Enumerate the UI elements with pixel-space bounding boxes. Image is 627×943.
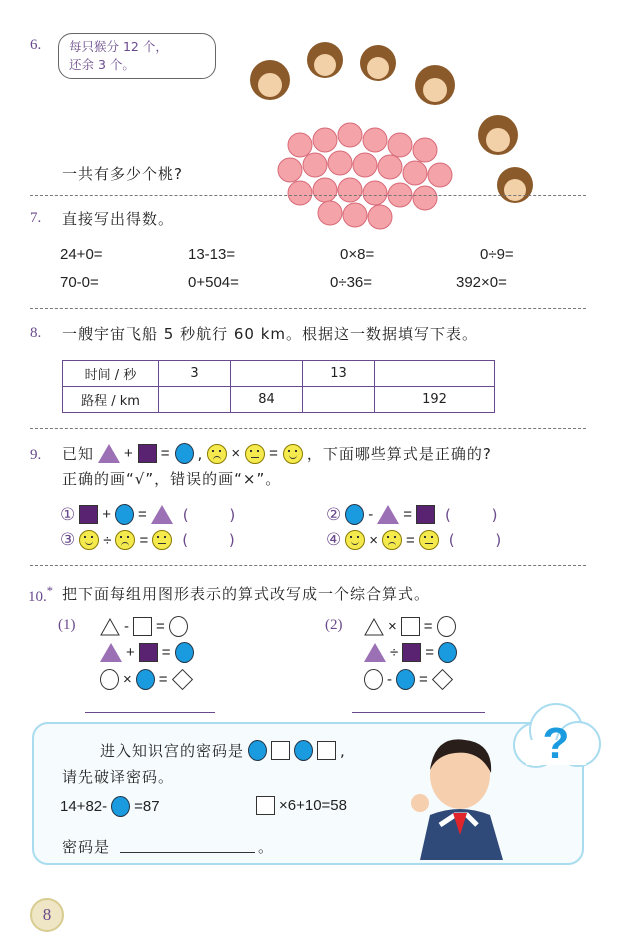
option-equation bbox=[79, 530, 172, 550]
purple-triangle-icon bbox=[98, 444, 120, 463]
answer-line[interactable] bbox=[352, 712, 485, 713]
empty-square-icon bbox=[133, 617, 152, 636]
operator: = bbox=[423, 618, 433, 635]
group-label: (2) bbox=[325, 617, 343, 633]
punct: 。 bbox=[258, 838, 275, 856]
q9-line2: 正确的画“√”，错误的画“×”。 bbox=[62, 470, 282, 488]
table-cell: 13 bbox=[303, 361, 375, 387]
blue-circle-icon bbox=[438, 642, 457, 663]
blue-circle-icon bbox=[248, 740, 267, 761]
operator: × bbox=[388, 618, 397, 635]
group-equation bbox=[364, 616, 456, 637]
option-label: ① bbox=[60, 504, 76, 524]
blue-circle-icon bbox=[345, 504, 364, 525]
operator: × bbox=[123, 671, 132, 688]
group-equation bbox=[364, 642, 457, 663]
given-equation bbox=[98, 443, 194, 464]
option-label: ③ bbox=[60, 530, 76, 549]
answer-parens[interactable]: ( ) bbox=[445, 505, 516, 524]
bubble-line: 还余 3 个。 bbox=[69, 57, 135, 72]
password-shapes bbox=[248, 740, 336, 761]
empty-circle-icon bbox=[100, 669, 119, 690]
purple-square-icon bbox=[416, 505, 435, 524]
operator: = bbox=[138, 506, 147, 523]
option-4 bbox=[326, 530, 519, 550]
table-row bbox=[63, 361, 495, 387]
purple-square-icon bbox=[139, 643, 158, 662]
answer-parens[interactable]: ( ) bbox=[182, 531, 253, 549]
purple-triangle-icon bbox=[100, 643, 122, 662]
operator: + bbox=[124, 445, 134, 462]
sad-face-icon bbox=[115, 530, 135, 550]
purple-square-icon bbox=[79, 505, 98, 524]
option-3 bbox=[60, 530, 253, 550]
calc-item: 0÷9= bbox=[480, 246, 514, 263]
operator: = bbox=[156, 618, 165, 635]
operator: = bbox=[158, 671, 168, 688]
purple-square-icon bbox=[402, 643, 421, 662]
calc-item: 0×8= bbox=[340, 246, 375, 263]
neutral-face-icon bbox=[245, 444, 265, 464]
eq-text: ×6+10=58 bbox=[279, 797, 347, 814]
neutral-face-icon bbox=[419, 530, 439, 550]
neutral-face-icon bbox=[152, 530, 172, 550]
q9-suffix: ，下面哪些算式是正确的? bbox=[306, 445, 492, 463]
puzzle-line2: 请先破译密码。 bbox=[62, 768, 175, 786]
page-number: 8 bbox=[30, 898, 64, 932]
password-answer-line[interactable] bbox=[120, 852, 255, 853]
table-cell: 84 bbox=[231, 387, 303, 413]
option-label: ② bbox=[326, 504, 342, 524]
blue-circle-icon bbox=[115, 504, 134, 525]
divider bbox=[30, 428, 586, 429]
punct: , bbox=[340, 741, 346, 760]
operator: ÷ bbox=[103, 531, 112, 549]
q6-number: 6. bbox=[30, 37, 42, 53]
answer-line[interactable] bbox=[85, 712, 215, 713]
option-label: ④ bbox=[326, 530, 342, 549]
option-equation bbox=[79, 504, 173, 525]
blue-circle-icon bbox=[396, 669, 415, 690]
q9-line1: 已知 + = , × = ，下面哪些算式是正确的? bbox=[62, 444, 492, 463]
eq-text: =87 bbox=[134, 798, 160, 815]
blue-circle-icon bbox=[175, 443, 194, 464]
option-equation bbox=[345, 530, 439, 550]
table-cell: 192 bbox=[375, 387, 495, 413]
speed-table bbox=[62, 360, 495, 413]
group-equation bbox=[100, 669, 193, 690]
group-equation bbox=[364, 669, 453, 690]
operator: - bbox=[387, 671, 392, 688]
q7-number: 7. bbox=[30, 210, 42, 226]
q10-number-text: 10. bbox=[28, 589, 47, 605]
table-cell bbox=[159, 387, 231, 413]
table-cell bbox=[231, 361, 303, 387]
puzzle-eq2 bbox=[256, 796, 347, 815]
empty-circle-icon bbox=[364, 669, 383, 690]
q10-title: 把下面每组用图形表示的算式改写成一个综合算式。 bbox=[62, 585, 431, 603]
divider bbox=[30, 195, 586, 196]
divider bbox=[30, 308, 586, 309]
q6-question: 一共有多少个桃? bbox=[62, 165, 183, 183]
empty-triangle-icon bbox=[364, 618, 384, 636]
operator: × bbox=[369, 531, 379, 549]
smile-face-icon bbox=[283, 444, 303, 464]
operator: = bbox=[269, 445, 279, 462]
empty-square-icon bbox=[271, 741, 290, 760]
blue-circle-icon bbox=[175, 642, 194, 663]
empty-square-icon bbox=[401, 617, 420, 636]
blue-circle-icon bbox=[136, 669, 155, 690]
blue-circle-icon bbox=[294, 740, 313, 761]
operator: = bbox=[406, 531, 415, 549]
operator: + bbox=[102, 506, 112, 523]
operator: - bbox=[368, 506, 374, 523]
divider bbox=[30, 565, 586, 566]
calc-item: 0÷36= bbox=[330, 274, 373, 291]
option-2 bbox=[326, 504, 516, 525]
answer-parens[interactable]: ( ) bbox=[448, 531, 520, 549]
q9-number: 9. bbox=[30, 447, 42, 463]
operator: - bbox=[124, 618, 129, 635]
purple-square-icon bbox=[138, 444, 157, 463]
given-equation bbox=[207, 444, 303, 464]
option-equation bbox=[345, 504, 435, 525]
empty-square-icon bbox=[256, 796, 275, 815]
operator: = bbox=[403, 506, 413, 523]
empty-diamond-icon bbox=[171, 669, 192, 690]
table-header: 时间 / 秒 bbox=[63, 361, 159, 387]
q9-prefix: 已知 bbox=[62, 445, 95, 463]
table-header: 路程 / km bbox=[63, 387, 159, 413]
eq-text: 14+82- bbox=[60, 798, 108, 815]
empty-diamond-icon bbox=[432, 669, 453, 690]
question-cloud-icon bbox=[506, 700, 606, 775]
calc-item: 392×0= bbox=[456, 274, 507, 291]
puzzle-line1 bbox=[100, 740, 346, 761]
purple-triangle-icon bbox=[151, 505, 173, 524]
q8-title: 一艘宇宙飞船 5 秒航行 60 km。根据这一数据填写下表。 bbox=[62, 325, 479, 343]
operator: = bbox=[160, 445, 171, 462]
svg-text:?: ? bbox=[542, 719, 570, 768]
operator: = bbox=[419, 671, 428, 688]
operator: + bbox=[126, 644, 135, 661]
answer-label: 密码是 bbox=[62, 838, 111, 856]
calc-item: 24+0= bbox=[60, 246, 103, 263]
sad-face-icon bbox=[382, 530, 402, 550]
sad-face-icon bbox=[207, 444, 227, 464]
q7-title: 直接写出得数。 bbox=[62, 210, 175, 228]
purple-triangle-icon bbox=[377, 505, 399, 524]
boy-illustration bbox=[405, 735, 515, 860]
operator: × bbox=[231, 445, 242, 462]
calc-item: 13-13= bbox=[188, 246, 236, 263]
table-cell: 3 bbox=[159, 361, 231, 387]
table-cell bbox=[303, 387, 375, 413]
table-cell bbox=[375, 361, 495, 387]
calc-item: 0+504= bbox=[188, 274, 239, 291]
purple-triangle-icon bbox=[364, 643, 386, 662]
puzzle-eq1 bbox=[60, 796, 160, 817]
bubble-line: 每只猴分 12 个， bbox=[69, 39, 168, 54]
puzzle-text: 进入知识宫的密码是 bbox=[100, 742, 245, 760]
answer-parens[interactable]: ( ) bbox=[182, 505, 254, 524]
smile-face-icon bbox=[345, 530, 365, 550]
operator: ÷ bbox=[390, 644, 399, 661]
empty-triangle-icon bbox=[100, 618, 120, 636]
calc-item: 70-0= bbox=[60, 274, 99, 291]
smile-face-icon bbox=[79, 530, 99, 550]
empty-circle-icon bbox=[437, 616, 456, 637]
q10-number bbox=[28, 584, 53, 606]
group-equation bbox=[100, 616, 188, 637]
option-1 bbox=[60, 504, 253, 525]
blue-circle-icon bbox=[111, 796, 130, 817]
operator: = bbox=[425, 644, 434, 661]
group-equation bbox=[100, 642, 194, 663]
operator: = bbox=[139, 531, 149, 549]
q8-number: 8. bbox=[30, 325, 42, 341]
monkeys-peaches-illustration bbox=[230, 35, 560, 235]
table-row bbox=[63, 387, 495, 413]
group-label: (1) bbox=[58, 617, 76, 633]
star-mark: * bbox=[46, 584, 53, 598]
empty-square-icon bbox=[317, 741, 336, 760]
operator: = bbox=[161, 644, 171, 661]
speech-bubble bbox=[58, 33, 216, 79]
empty-circle-icon bbox=[169, 616, 188, 637]
